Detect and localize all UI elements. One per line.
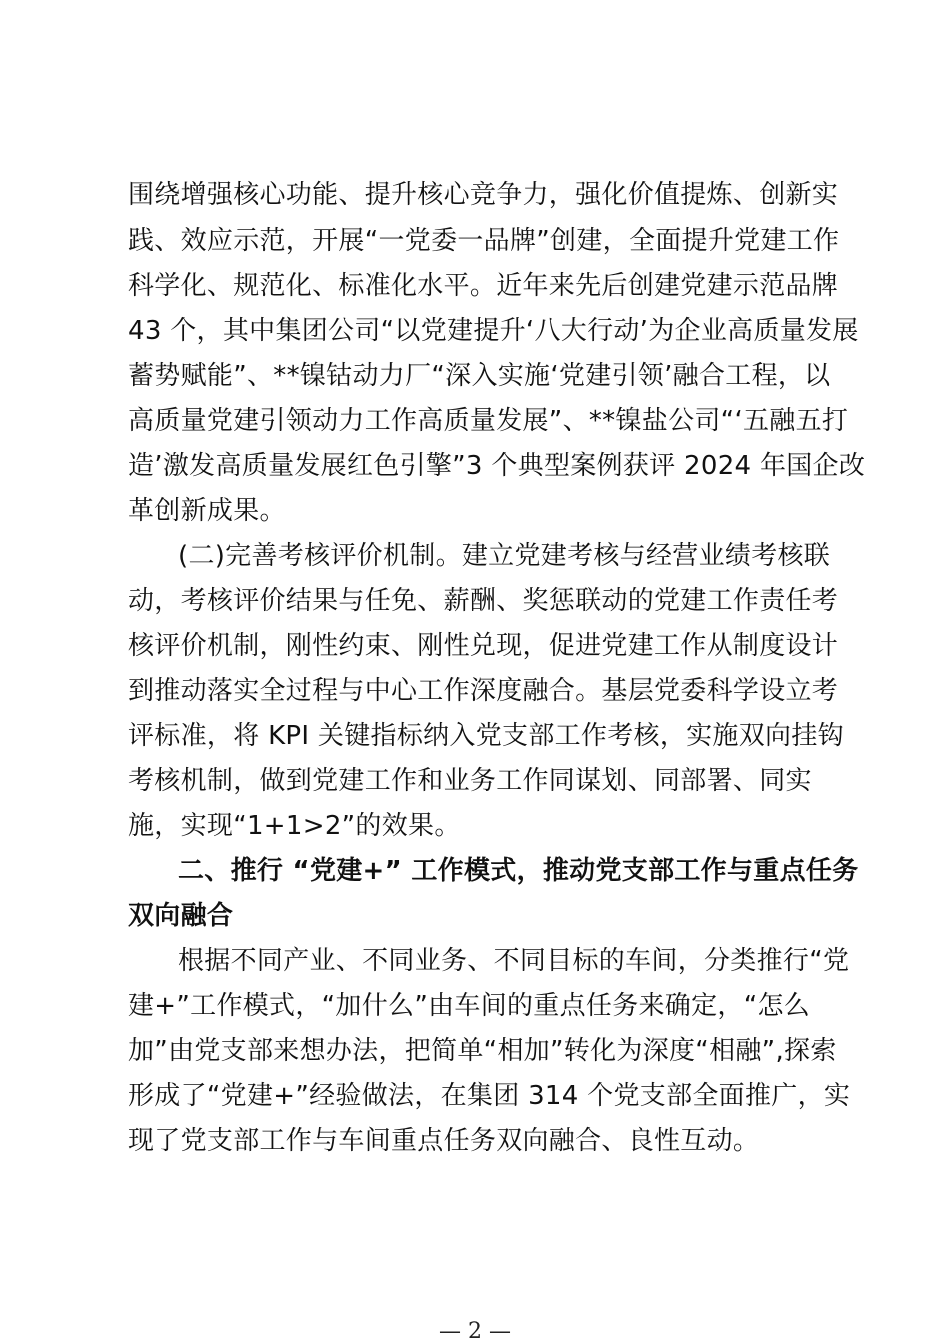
paragraph-line: 形成了“党建+”经验做法，在集团 314 个党支部全面推广，实 <box>128 1081 851 1111</box>
paragraph-line: 建+”工作模式，“加什么”由车间的重点任务来确定，“怎么 <box>128 991 811 1021</box>
paragraph-line: 加”由党支部来想办法，把简单“相加”转化为深度“相融”,探索 <box>128 1036 837 1066</box>
section-heading-line: 双向融合 <box>128 901 234 931</box>
page-number: — 2 — <box>439 1319 511 1344</box>
paragraph-line: 考核机制，做到党建工作和业务工作同谋划、同部署、同实 <box>128 766 812 796</box>
paragraph-line: 动，考核评价结果与任免、薪酬、奖惩联动的党建工作责任考 <box>128 586 839 616</box>
paragraph-line: 核评价机制，刚性约束、刚性兑现，促进党建工作从制度设计 <box>128 631 839 661</box>
paragraph-line: 围绕增强核心功能、提升核心竞争力，强化价值提炼、创新实 <box>128 180 839 210</box>
paragraph-line: 造’激发高质量发展红色引擎”3 个典型案例获评 2024 年国企改 <box>128 451 866 481</box>
paragraph-line: 革创新成果。 <box>128 496 286 526</box>
paragraph-line: 高质量党建引领动力工作高质量发展”、**镍盐公司“‘五融五打 <box>128 406 849 436</box>
paragraph-line: 现了党支部工作与车间重点任务双向融合、良性互动。 <box>128 1126 760 1156</box>
section-heading-line: 二、推行 “党建+” 工作模式，推动党支部工作与重点任务 <box>178 856 859 886</box>
paragraph-line: 43 个，其中集团公司“以党建提升‘八大行动’为企业高质量发展 <box>128 316 859 346</box>
paragraph-line: 蓄势赋能”、**镍钴动力厂“深入实施‘党建引领’融合工程，以 <box>128 361 831 391</box>
paragraph-line: 科学化、规范化、标准化水平。近年来先后创建党建示范品牌 <box>128 271 839 301</box>
paragraph-line: 践、效应示范，开展“一党委一品牌”创建，全面提升党建工作 <box>128 226 840 256</box>
paragraph-line: 评标准，将 KPI 关键指标纳入党支部工作考核，实施双向挂钩 <box>128 721 844 751</box>
subsection-heading-line: (二)完善考核评价机制。建立党建考核与经营业绩考核联 <box>178 541 831 571</box>
paragraph-line: 施，实现“1+1>2”的效果。 <box>128 811 461 841</box>
paragraph-line: 根据不同产业、不同业务、不同目标的车间，分类推行“党 <box>178 946 850 976</box>
paragraph-line: 到推动落实全过程与中心工作深度融合。基层党委科学设立考 <box>128 676 839 706</box>
